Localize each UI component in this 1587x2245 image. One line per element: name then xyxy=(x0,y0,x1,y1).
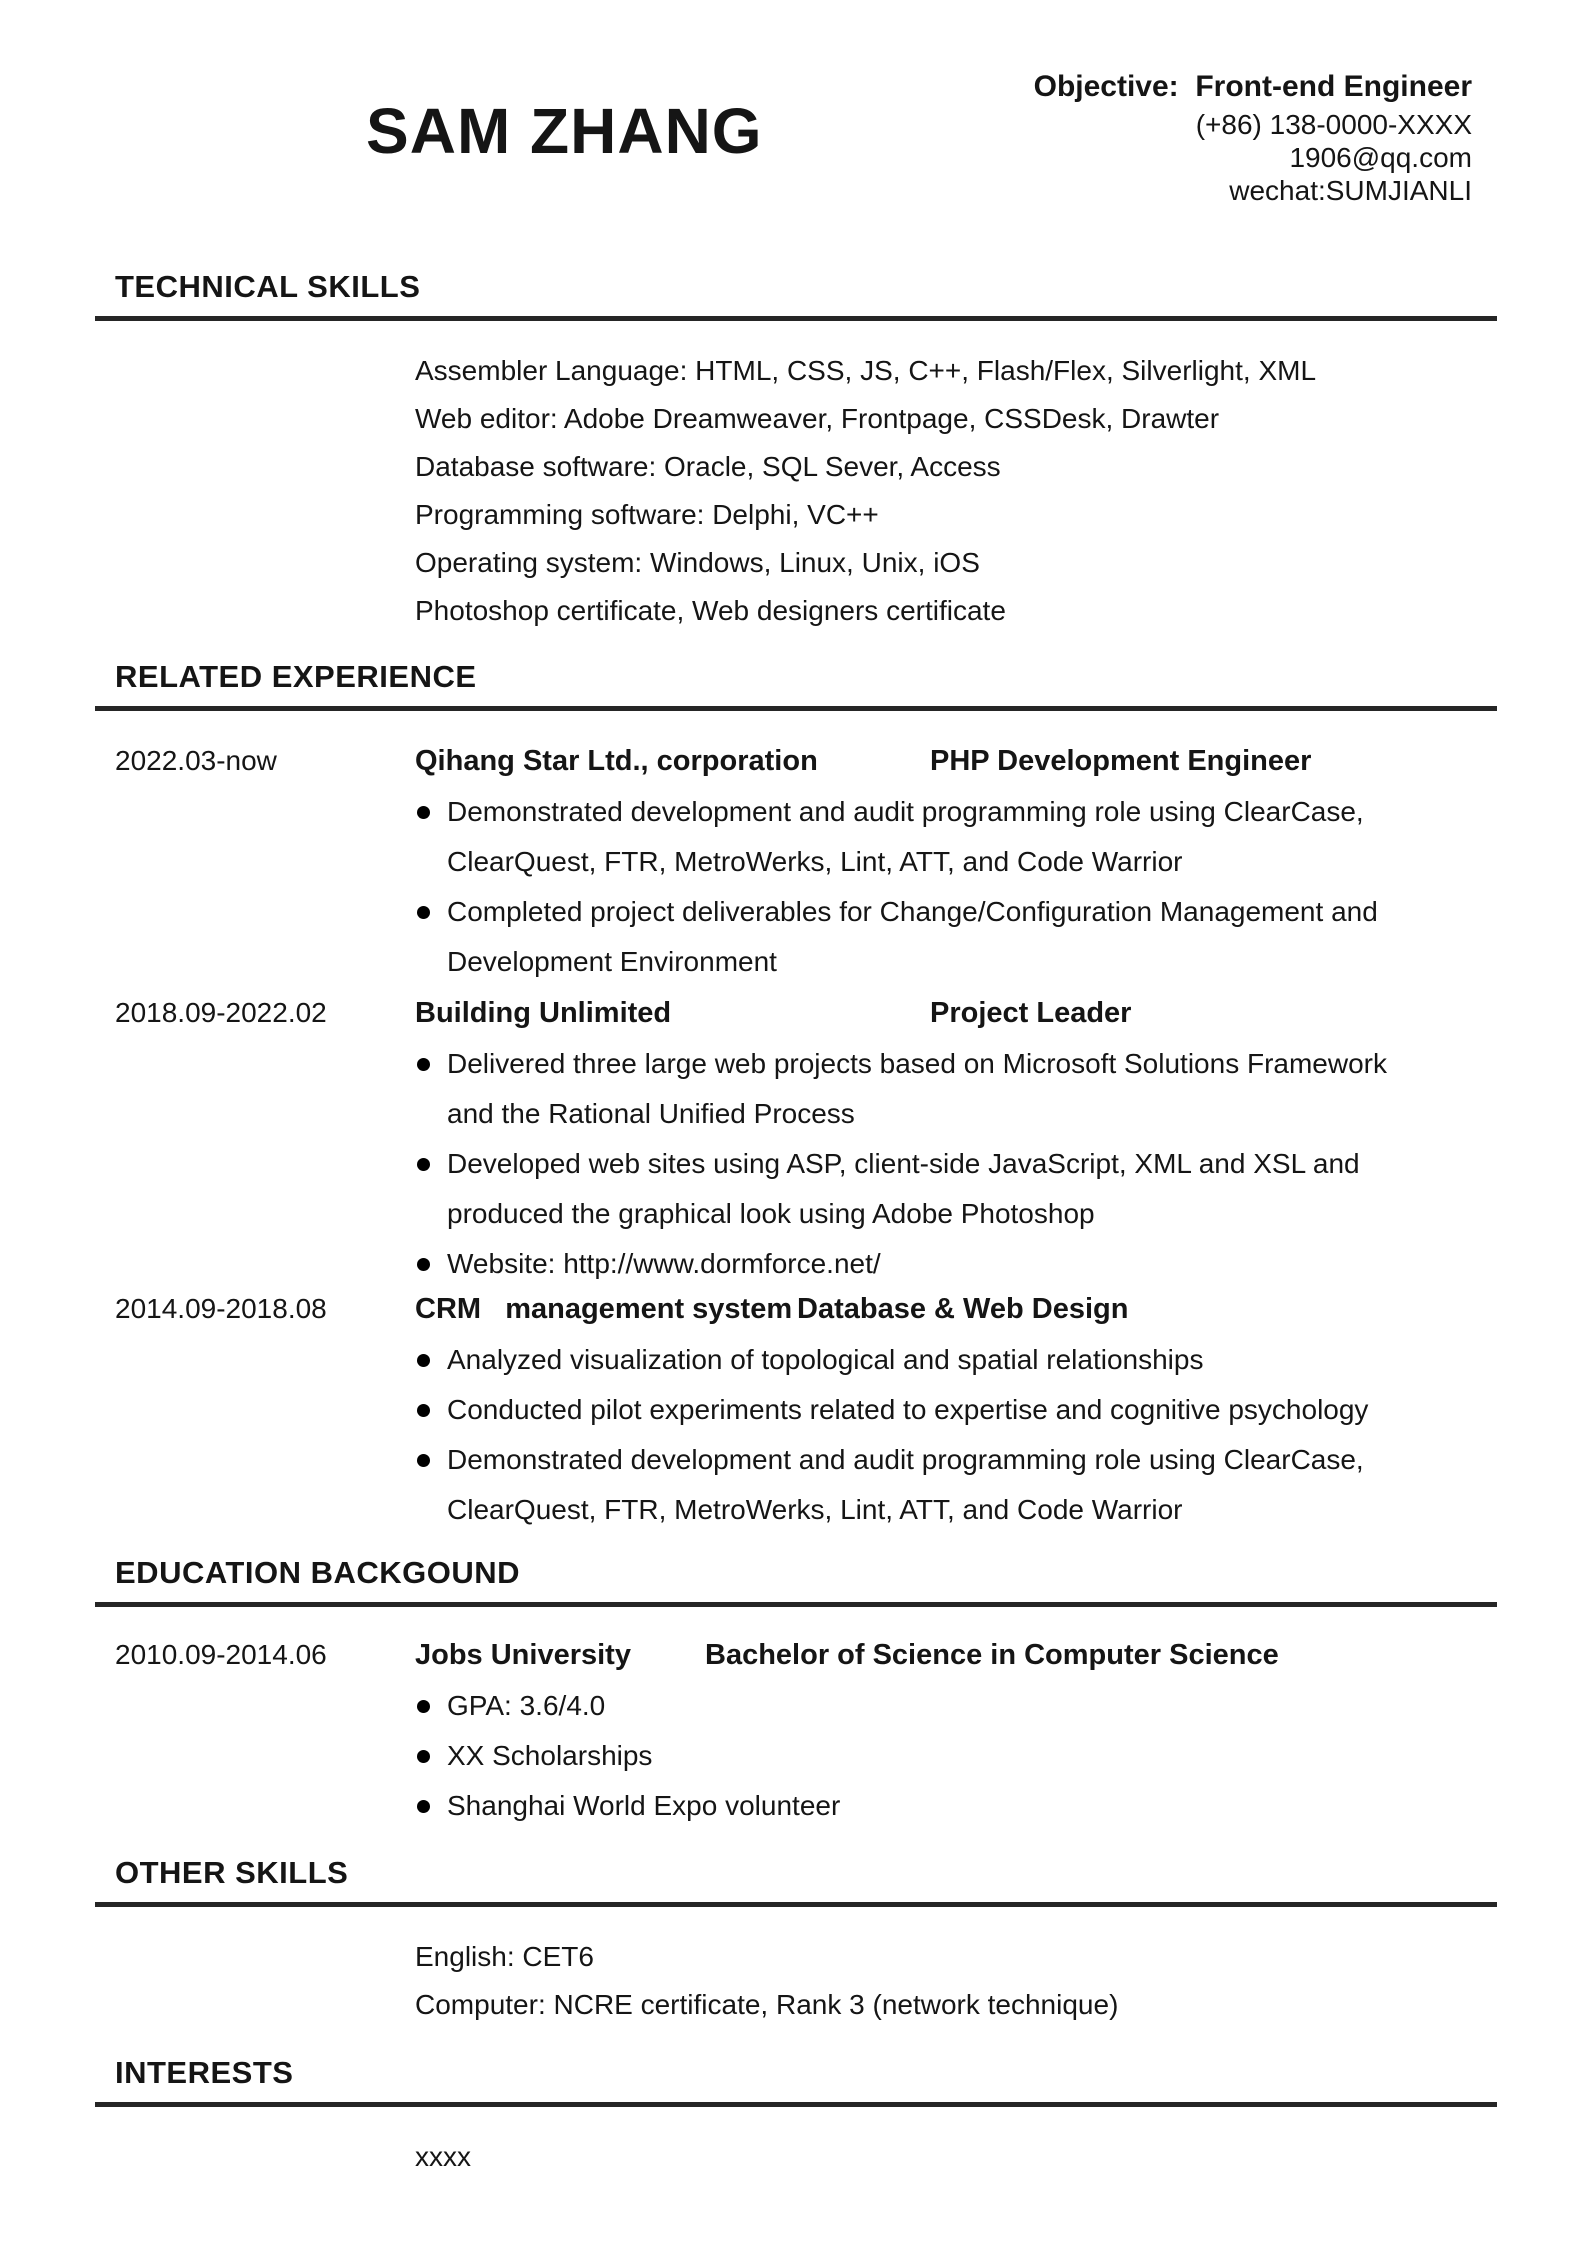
bullet-icon xyxy=(415,1681,447,1731)
skill-line: Operating system: Windows, Linux, Unix, iOS xyxy=(415,547,980,578)
entry-organization: Qihang Star Ltd., corporation xyxy=(415,745,818,777)
entry-period: 2018.09-2022.02 xyxy=(115,997,327,1028)
candidate-name: SAM ZHANG xyxy=(366,95,763,167)
section-title-related-experience: RELATED EXPERIENCE xyxy=(115,659,477,694)
bullet-text: Demonstrated development and audit programming role using ClearCase, ClearQuest, FTR, MetroWerks, Lint, ATT, and Code Warrior xyxy=(447,796,1364,877)
bullet-item xyxy=(415,887,1430,987)
bullet-icon xyxy=(415,1385,447,1435)
bullet-item xyxy=(415,1139,1430,1239)
bullet-icon xyxy=(415,1139,447,1239)
bullet-text: Analyzed visualization of topological and spatial relationships xyxy=(447,1344,1204,1375)
name-wrap xyxy=(95,70,1034,168)
resume-header xyxy=(95,70,1497,207)
bullet-item xyxy=(415,1335,1430,1385)
skill-line: Assembler Language: HTML, CSS, JS, C++, Flash/Flex, Silverlight, XML xyxy=(415,355,1317,386)
bullet-icon xyxy=(415,1781,447,1831)
entry-title-row xyxy=(415,993,1497,1033)
section-divider xyxy=(95,316,1497,321)
skill-line: Photoshop certificate, Web designers certificate xyxy=(415,595,1006,626)
entry-organization: Building Unlimited xyxy=(415,997,672,1029)
entry-bullets xyxy=(415,1039,1430,1289)
entry-role: PHP Development Engineer xyxy=(930,745,1312,777)
bullet-item xyxy=(415,787,1430,887)
entry-title-row xyxy=(415,1289,1497,1329)
bullet-item xyxy=(415,1435,1430,1535)
email-address: 1906@qq.com xyxy=(1289,142,1472,173)
phone-number: (+86) 138-0000-XXXX xyxy=(1195,109,1472,140)
bullet-icon xyxy=(415,1239,447,1289)
bullet-text: Demonstrated development and audit programming role using ClearCase, ClearQuest, FTR, MetroWerks, Lint, ATT, and Code Warrior xyxy=(447,1444,1364,1525)
other-skills-body xyxy=(415,1933,1497,2029)
bullet-icon xyxy=(415,787,447,887)
education-entry-jobs-university xyxy=(95,1635,1497,1831)
entry-content xyxy=(415,993,1497,1289)
technical-skills-body xyxy=(415,347,1497,635)
section-education xyxy=(95,1555,1497,1831)
bullet-item xyxy=(415,1039,1430,1139)
other-skill-line: English: CET6 xyxy=(415,1941,594,1972)
section-divider xyxy=(95,1602,1497,1607)
bullet-icon xyxy=(415,1335,447,1385)
experience-entry-crm xyxy=(95,1289,1497,1535)
bullet-icon xyxy=(415,1435,447,1535)
entry-organization: Jobs University xyxy=(415,1639,631,1671)
interests-body xyxy=(415,2133,1497,2181)
entry-organization: CRM management system xyxy=(415,1293,793,1325)
objective-line: Objective: Front-end Engineer xyxy=(1033,70,1472,103)
bullet-text: XX Scholarships xyxy=(447,1740,653,1771)
bullet-icon xyxy=(415,1731,447,1781)
bullet-text: Shanghai World Expo volunteer xyxy=(447,1790,841,1821)
experience-entries xyxy=(95,741,1497,1535)
bullet-item xyxy=(415,1681,1430,1731)
entry-content xyxy=(415,1289,1497,1535)
experience-entry-building-unlimited xyxy=(95,993,1497,1289)
section-divider xyxy=(95,706,1497,711)
bullet-text: Completed project deliverables for Change/Configuration Management and Development Environment xyxy=(447,896,1378,977)
entry-period: 2022.03-now xyxy=(115,745,277,776)
entry-content xyxy=(415,1635,1497,1831)
section-related-experience xyxy=(95,659,1497,1535)
entry-title-row xyxy=(415,741,1497,781)
wechat-id: wechat:SUMJIANLI xyxy=(1229,175,1472,206)
bullet-icon xyxy=(415,887,447,987)
entry-title-row xyxy=(415,1635,1497,1675)
skill-line: Database software: Oracle, SQL Sever, Access xyxy=(415,451,1001,482)
entry-bullets xyxy=(415,787,1430,987)
entry-content xyxy=(415,741,1497,987)
bullet-item xyxy=(415,1731,1430,1781)
section-title-education: EDUCATION BACKGOUND xyxy=(115,1555,521,1590)
interest-line: xxxx xyxy=(415,2141,471,2172)
section-technical-skills xyxy=(95,269,1497,635)
section-divider xyxy=(95,2102,1497,2107)
section-other-skills xyxy=(95,1855,1497,2029)
other-skill-line: Computer: NCRE certificate, Rank 3 (network technique) xyxy=(415,1989,1119,2020)
section-divider xyxy=(95,1902,1497,1907)
bullet-text: Delivered three large web projects based on Microsoft Solutions Framework and the Rational Unified Process xyxy=(447,1048,1387,1129)
section-interests xyxy=(95,2055,1497,2181)
skill-line: Web editor: Adobe Dreamweaver, Frontpage, CSSDesk, Drawter xyxy=(415,403,1220,434)
bullet-text: Website: http://www.dormforce.net/ xyxy=(447,1248,881,1279)
entry-role: Database & Web Design xyxy=(797,1293,1129,1325)
entry-degree: Bachelor of Science in Computer Science xyxy=(705,1639,1279,1671)
bullet-text: GPA: 3.6/4.0 xyxy=(447,1690,606,1721)
bullet-item xyxy=(415,1239,1430,1289)
entry-bullets xyxy=(415,1681,1430,1831)
section-title-technical-skills: TECHNICAL SKILLS xyxy=(115,269,421,304)
section-title-other-skills: OTHER SKILLS xyxy=(115,1855,349,1890)
bullet-text: Conducted pilot experiments related to expertise and cognitive psychology xyxy=(447,1394,1369,1425)
bullet-icon xyxy=(415,1039,447,1139)
skill-line: Programming software: Delphi, VC++ xyxy=(415,499,879,530)
section-title-interests: INTERESTS xyxy=(115,2055,294,2090)
entry-bullets xyxy=(415,1335,1430,1535)
experience-entry-qihang xyxy=(95,741,1497,987)
contact-block xyxy=(1034,70,1472,207)
bullet-item xyxy=(415,1385,1430,1435)
bullet-item xyxy=(415,1781,1430,1831)
entry-role: Project Leader xyxy=(930,997,1132,1029)
entry-period: 2010.09-2014.06 xyxy=(115,1639,327,1670)
entry-period: 2014.09-2018.08 xyxy=(115,1293,327,1324)
bullet-text: Developed web sites using ASP, client-side JavaScript, XML and XSL and produced the graphical look using Adobe Photoshop xyxy=(447,1148,1360,1229)
